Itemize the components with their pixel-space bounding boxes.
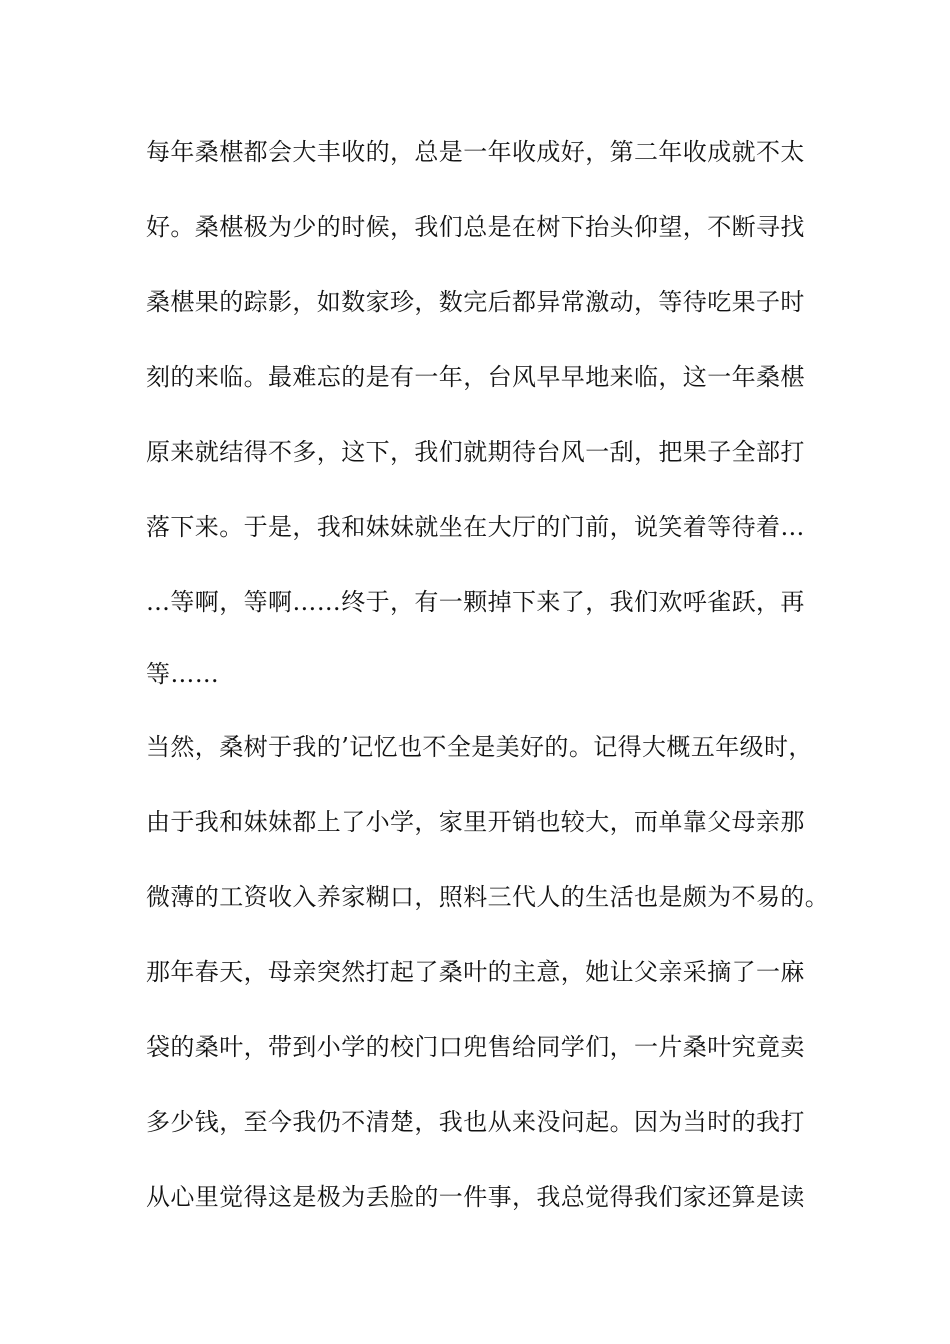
text-line: 那年春天，母亲突然打起了桑叶的主意，她让父亲采摘了一麻 — [146, 958, 805, 986]
text-line: …等啊，等啊……终于，有一颗掉下来了，我们欢呼雀跃，再 — [146, 588, 805, 616]
text-line: 落下来。于是，我和妹妹就坐在大厅的门前，说笑着等待着… — [146, 513, 805, 541]
text-line: 好。桑椹极为少的时候，我们总是在树下抬头仰望，不断寻找 — [146, 213, 805, 241]
text-line: 原来就结得不多，这下，我们就期待台风一刮，把果子全部打 — [146, 438, 805, 466]
text-line: 微薄的工资收入养家糊口，照料三代人的生活也是颇为不易的。 — [146, 883, 830, 911]
text-line: 桑椹果的踪影，如数家珍，数完后都异常激动，等待吃果子时 — [146, 288, 805, 316]
text-line: 刻的来临。最难忘的是有一年，台风早早地来临，这一年桑椹 — [146, 363, 805, 391]
text-line: 从心里觉得这是极为丢脸的一件事，我总觉得我们家还算是读 — [146, 1183, 805, 1211]
text-line: 等…… — [146, 660, 220, 688]
text-line: 袋的桑叶，带到小学的校门口兜售给同学们，一片桑叶究竟卖 — [146, 1033, 805, 1061]
text-line: 由于我和妹妹都上了小学，家里开销也较大，而单靠父母亲那 — [146, 808, 805, 836]
text-line: 当然，桑树于我的’记忆也不全是美好的。记得大概五年级时， — [146, 733, 813, 761]
text-line: 每年桑椹都会大丰收的，总是一年收成好，第二年收成就不太 — [146, 138, 805, 166]
text-line: 多少钱，至今我仍不清楚，我也从来没问起。因为当时的我打 — [146, 1108, 805, 1136]
